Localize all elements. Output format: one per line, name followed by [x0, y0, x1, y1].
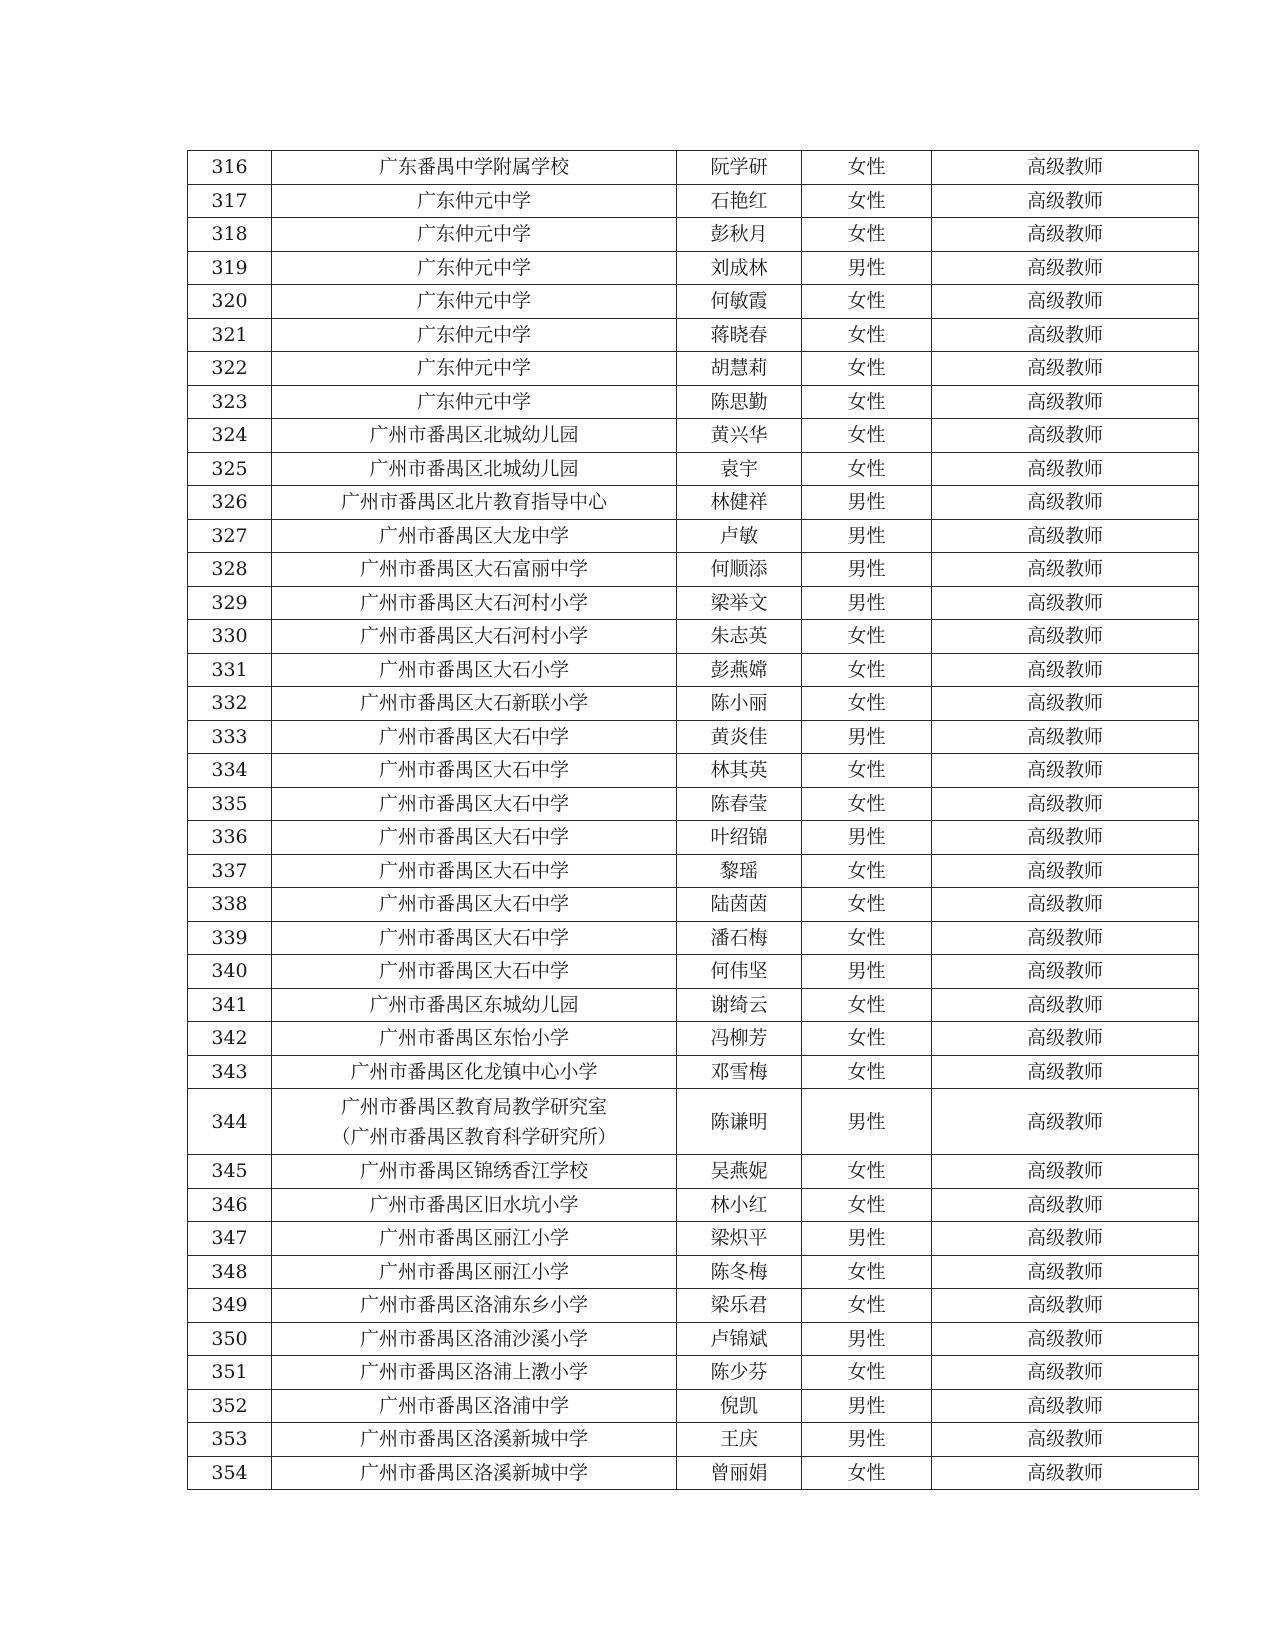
school-name-line: 广州市番禺区丽江小学 — [378, 1260, 569, 1283]
row-number-cell: 332 — [188, 687, 272, 721]
gender-cell: 女性 — [802, 318, 932, 352]
teacher-name-cell: 吴燕妮 — [677, 1155, 802, 1189]
title-cell: 高级教师 — [932, 754, 1199, 788]
gender-cell: 男性 — [802, 955, 932, 989]
title-cell: 高级教师 — [932, 1322, 1199, 1356]
title-cell: 高级教师 — [932, 184, 1199, 218]
title-cell: 高级教师 — [932, 720, 1199, 754]
row-number-cell: 342 — [188, 1022, 272, 1056]
school-name-line: 广州市番禺区丽江小学 — [378, 1227, 569, 1250]
school-cell — [272, 988, 677, 1022]
table-row — [188, 687, 1199, 721]
teacher-name-cell: 黎瑶 — [677, 854, 802, 888]
teacher-name-cell: 邓雪梅 — [677, 1055, 802, 1089]
school-name-line: 广州市番禺区大石中学 — [378, 960, 569, 983]
table-row — [188, 1089, 1199, 1155]
title-cell: 高级教师 — [932, 586, 1199, 620]
teacher-name-cell: 胡慧莉 — [677, 352, 802, 386]
title-cell: 高级教师 — [932, 218, 1199, 252]
gender-cell: 女性 — [802, 452, 932, 486]
school-cell — [272, 1155, 677, 1189]
school-name-line: 广州市番禺区洛浦沙溪小学 — [359, 1327, 588, 1350]
table-row — [188, 1188, 1199, 1222]
school-cell — [272, 1322, 677, 1356]
school-cell — [272, 419, 677, 453]
title-cell: 高级教师 — [932, 653, 1199, 687]
title-cell: 高级教师 — [932, 318, 1199, 352]
gender-cell: 女性 — [802, 1022, 932, 1056]
row-number-cell: 318 — [188, 218, 272, 252]
school-name-line: 广州市番禺区大石富丽中学 — [359, 558, 588, 581]
school-cell — [272, 888, 677, 922]
school-name-line: （广州市番禺区教育科学研究所） — [331, 1125, 617, 1148]
table-row — [188, 620, 1199, 654]
table-row — [188, 1322, 1199, 1356]
school-cell — [272, 1423, 677, 1457]
row-number-cell: 327 — [188, 519, 272, 553]
gender-cell: 女性 — [802, 653, 932, 687]
teacher-name-cell: 卢锦斌 — [677, 1322, 802, 1356]
school-name-line: 广州市番禺区大石中学 — [378, 859, 569, 882]
gender-cell: 男性 — [802, 553, 932, 587]
school-cell — [272, 151, 677, 185]
title-cell: 高级教师 — [932, 1022, 1199, 1056]
school-cell — [272, 955, 677, 989]
title-cell: 高级教师 — [932, 1188, 1199, 1222]
school-name-line: 广州市番禺区北片教育指导中心 — [340, 491, 607, 514]
school-cell — [272, 486, 677, 520]
title-cell: 高级教师 — [932, 687, 1199, 721]
teacher-name-cell: 彭秋月 — [677, 218, 802, 252]
school-name-line: 广州市番禺区大石河村小学 — [359, 625, 588, 648]
table-row — [188, 720, 1199, 754]
table-row — [188, 888, 1199, 922]
gender-cell: 男性 — [802, 821, 932, 855]
gender-cell: 男性 — [802, 251, 932, 285]
title-cell: 高级教师 — [932, 452, 1199, 486]
teacher-name-cell: 梁乐君 — [677, 1289, 802, 1323]
school-name-line: 广州市番禺区大石中学 — [378, 725, 569, 748]
teacher-name-cell: 梁举文 — [677, 586, 802, 620]
title-cell: 高级教师 — [932, 1423, 1199, 1457]
title-cell: 高级教师 — [932, 1456, 1199, 1490]
school-name-line: 广州市番禺区大石小学 — [378, 658, 569, 681]
school-cell — [272, 720, 677, 754]
school-name-line: 广东仲元中学 — [416, 357, 531, 380]
teacher-name-cell: 谢绮云 — [677, 988, 802, 1022]
teacher-name-cell: 蒋晓春 — [677, 318, 802, 352]
teacher-name-cell: 倪凯 — [677, 1389, 802, 1423]
row-number-cell: 348 — [188, 1255, 272, 1289]
table-row — [188, 218, 1199, 252]
teacher-name-cell: 曾丽娟 — [677, 1456, 802, 1490]
gender-cell: 女性 — [802, 988, 932, 1022]
teacher-name-cell: 黄兴华 — [677, 419, 802, 453]
title-cell: 高级教师 — [932, 285, 1199, 319]
school-name-line: 广州市番禺区洛溪新城中学 — [359, 1428, 588, 1451]
title-cell: 高级教师 — [932, 1089, 1199, 1155]
row-number-cell: 316 — [188, 151, 272, 185]
gender-cell: 女性 — [802, 687, 932, 721]
school-cell — [272, 1022, 677, 1056]
teacher-name-cell: 陈冬梅 — [677, 1255, 802, 1289]
school-cell — [272, 1456, 677, 1490]
table-row — [188, 1289, 1199, 1323]
gender-cell: 男性 — [802, 1322, 932, 1356]
teacher-name-cell: 冯柳芳 — [677, 1022, 802, 1056]
title-cell: 高级教师 — [932, 519, 1199, 553]
title-cell: 高级教师 — [932, 821, 1199, 855]
title-cell: 高级教师 — [932, 1289, 1199, 1323]
gender-cell: 女性 — [802, 754, 932, 788]
table-row — [188, 653, 1199, 687]
gender-cell: 男性 — [802, 1089, 932, 1155]
row-number-cell: 341 — [188, 988, 272, 1022]
school-cell — [272, 653, 677, 687]
school-name-line: 广州市番禺区大石中学 — [378, 826, 569, 849]
school-name-line: 广州市番禺区大石河村小学 — [359, 591, 588, 614]
row-number-cell: 331 — [188, 653, 272, 687]
school-name-line: 广州市番禺区洛溪新城中学 — [359, 1461, 588, 1484]
teacher-name-cell: 何顺添 — [677, 553, 802, 587]
school-name-line: 广东仲元中学 — [416, 390, 531, 413]
teacher-name-cell: 林其英 — [677, 754, 802, 788]
teacher-name-cell: 林小红 — [677, 1188, 802, 1222]
row-number-cell: 333 — [188, 720, 272, 754]
row-number-cell: 345 — [188, 1155, 272, 1189]
table-row — [188, 1055, 1199, 1089]
gender-cell: 女性 — [802, 352, 932, 386]
gender-cell: 女性 — [802, 151, 932, 185]
school-cell — [272, 1389, 677, 1423]
school-name-line: 广州市番禺区旧水坑小学 — [369, 1193, 579, 1216]
title-cell: 高级教师 — [932, 1055, 1199, 1089]
gender-cell: 女性 — [802, 1356, 932, 1390]
table-row — [188, 385, 1199, 419]
title-cell: 高级教师 — [932, 251, 1199, 285]
table-row — [188, 1356, 1199, 1390]
teacher-name-cell: 王庆 — [677, 1423, 802, 1457]
gender-cell: 女性 — [802, 620, 932, 654]
table-row — [188, 921, 1199, 955]
gender-cell: 男性 — [802, 486, 932, 520]
row-number-cell: 330 — [188, 620, 272, 654]
gender-cell: 女性 — [802, 1188, 932, 1222]
row-number-cell: 326 — [188, 486, 272, 520]
row-number-cell: 347 — [188, 1222, 272, 1256]
school-cell — [272, 586, 677, 620]
row-number-cell: 340 — [188, 955, 272, 989]
school-cell — [272, 385, 677, 419]
school-cell — [272, 1222, 677, 1256]
gender-cell: 男性 — [802, 1222, 932, 1256]
gender-cell: 女性 — [802, 1456, 932, 1490]
teacher-name-cell: 袁宇 — [677, 452, 802, 486]
row-number-cell: 335 — [188, 787, 272, 821]
teacher-name-cell: 阮学研 — [677, 151, 802, 185]
school-cell — [272, 821, 677, 855]
table-row — [188, 151, 1199, 185]
teacher-name-cell: 何敏霞 — [677, 285, 802, 319]
title-cell: 高级教师 — [932, 854, 1199, 888]
gender-cell: 女性 — [802, 285, 932, 319]
title-cell: 高级教师 — [932, 955, 1199, 989]
table-row — [188, 1456, 1199, 1490]
gender-cell: 女性 — [802, 888, 932, 922]
row-number-cell: 317 — [188, 184, 272, 218]
table-row — [188, 1423, 1199, 1457]
title-cell: 高级教师 — [932, 151, 1199, 185]
school-name-line: 广州市番禺区化龙镇中心小学 — [350, 1060, 598, 1083]
table-row — [188, 1155, 1199, 1189]
title-cell: 高级教师 — [932, 486, 1199, 520]
table-row — [188, 1222, 1199, 1256]
table-row — [188, 285, 1199, 319]
teacher-name-cell: 潘石梅 — [677, 921, 802, 955]
table-row — [188, 486, 1199, 520]
row-number-cell: 336 — [188, 821, 272, 855]
row-number-cell: 350 — [188, 1322, 272, 1356]
teacher-name-cell: 彭燕嫦 — [677, 653, 802, 687]
school-name-line: 广州市番禺区大石新联小学 — [359, 692, 588, 715]
title-cell: 高级教师 — [932, 1222, 1199, 1256]
school-name-line: 广州市番禺区大石中学 — [378, 759, 569, 782]
row-number-cell: 343 — [188, 1055, 272, 1089]
table-row — [188, 184, 1199, 218]
school-cell — [272, 184, 677, 218]
roster-body — [188, 151, 1199, 1490]
table-row — [188, 251, 1199, 285]
title-cell: 高级教师 — [932, 419, 1199, 453]
school-name-line: 广州市番禺区大石中学 — [378, 893, 569, 916]
row-number-cell: 339 — [188, 921, 272, 955]
row-number-cell: 323 — [188, 385, 272, 419]
table-row — [188, 519, 1199, 553]
school-name-line: 广州市番禺区东怡小学 — [378, 1027, 569, 1050]
gender-cell: 男性 — [802, 586, 932, 620]
teacher-name-cell: 叶绍锦 — [677, 821, 802, 855]
table-row — [188, 352, 1199, 386]
school-cell — [272, 1289, 677, 1323]
school-name-line: 广州市番禺区大石中学 — [378, 792, 569, 815]
title-cell: 高级教师 — [932, 1255, 1199, 1289]
school-cell — [272, 218, 677, 252]
title-cell: 高级教师 — [932, 553, 1199, 587]
school-cell — [272, 519, 677, 553]
row-number-cell: 320 — [188, 285, 272, 319]
gender-cell: 女性 — [802, 1289, 932, 1323]
teacher-name-cell: 刘成林 — [677, 251, 802, 285]
table-row — [188, 821, 1199, 855]
title-cell: 高级教师 — [932, 1356, 1199, 1390]
school-name-line: 广州市番禺区洛浦东乡小学 — [359, 1294, 588, 1317]
title-cell: 高级教师 — [932, 787, 1199, 821]
row-number-cell: 353 — [188, 1423, 272, 1457]
school-name-line: 广州市番禺区洛浦上漖小学 — [359, 1361, 588, 1384]
teacher-name-cell: 陈谦明 — [677, 1089, 802, 1155]
table-row — [188, 754, 1199, 788]
school-cell — [272, 687, 677, 721]
gender-cell: 男性 — [802, 720, 932, 754]
gender-cell: 女性 — [802, 1155, 932, 1189]
row-number-cell: 319 — [188, 251, 272, 285]
table-row — [188, 787, 1199, 821]
gender-cell: 女性 — [802, 385, 932, 419]
teacher-name-cell: 梁炽平 — [677, 1222, 802, 1256]
title-cell: 高级教师 — [932, 1389, 1199, 1423]
school-name-line: 广州市番禺区东城幼儿园 — [369, 993, 579, 1016]
table-row — [188, 988, 1199, 1022]
gender-cell: 女性 — [802, 1055, 932, 1089]
gender-cell: 女性 — [802, 218, 932, 252]
row-number-cell: 338 — [188, 888, 272, 922]
gender-cell: 男性 — [802, 519, 932, 553]
row-number-cell: 349 — [188, 1289, 272, 1323]
row-number-cell: 354 — [188, 1456, 272, 1490]
school-cell — [272, 318, 677, 352]
school-cell — [272, 251, 677, 285]
table-row — [188, 586, 1199, 620]
row-number-cell: 328 — [188, 553, 272, 587]
school-cell — [272, 553, 677, 587]
title-cell: 高级教师 — [932, 1155, 1199, 1189]
school-name-line: 广州市番禺区洛浦中学 — [378, 1394, 569, 1417]
school-cell — [272, 285, 677, 319]
school-name-line: 广州市番禺区北城幼儿园 — [369, 457, 579, 480]
gender-cell: 男性 — [802, 1389, 932, 1423]
teacher-name-cell: 陈春莹 — [677, 787, 802, 821]
school-name-line: 广州市番禺区教育局教学研究室 — [340, 1095, 607, 1118]
teacher-name-cell: 陈少芬 — [677, 1356, 802, 1390]
teacher-name-cell: 卢敏 — [677, 519, 802, 553]
table-row — [188, 553, 1199, 587]
teacher-name-cell: 林健祥 — [677, 486, 802, 520]
table-row — [188, 1389, 1199, 1423]
row-number-cell: 351 — [188, 1356, 272, 1390]
row-number-cell: 322 — [188, 352, 272, 386]
school-cell — [272, 1055, 677, 1089]
school-cell — [272, 921, 677, 955]
school-name-line: 广东番禺中学附属学校 — [378, 156, 569, 179]
gender-cell: 女性 — [802, 854, 932, 888]
teacher-name-cell: 石艳红 — [677, 184, 802, 218]
gender-cell: 女性 — [802, 184, 932, 218]
school-name-line: 广州市番禺区锦绣香江学校 — [359, 1160, 588, 1183]
school-cell — [272, 1255, 677, 1289]
table-row — [188, 318, 1199, 352]
row-number-cell: 325 — [188, 452, 272, 486]
row-number-cell: 321 — [188, 318, 272, 352]
table-row — [188, 955, 1199, 989]
row-number-cell: 324 — [188, 419, 272, 453]
school-cell — [272, 854, 677, 888]
school-cell — [272, 452, 677, 486]
school-cell — [272, 352, 677, 386]
teacher-roster-table — [187, 150, 1199, 1490]
title-cell: 高级教师 — [932, 620, 1199, 654]
school-cell — [272, 754, 677, 788]
gender-cell: 女性 — [802, 787, 932, 821]
school-cell — [272, 1188, 677, 1222]
teacher-name-cell: 黄炎佳 — [677, 720, 802, 754]
school-name-line: 广州市番禺区大石中学 — [378, 926, 569, 949]
school-cell — [272, 620, 677, 654]
title-cell: 高级教师 — [932, 385, 1199, 419]
row-number-cell: 346 — [188, 1188, 272, 1222]
table-row — [188, 419, 1199, 453]
gender-cell: 女性 — [802, 419, 932, 453]
teacher-name-cell: 陆茵茵 — [677, 888, 802, 922]
gender-cell: 男性 — [802, 1423, 932, 1457]
school-name-line: 广东仲元中学 — [416, 323, 531, 346]
title-cell: 高级教师 — [932, 988, 1199, 1022]
row-number-cell: 344 — [188, 1089, 272, 1155]
school-name-line: 广州市番禺区北城幼儿园 — [369, 424, 579, 447]
teacher-name-cell: 何伟坚 — [677, 955, 802, 989]
title-cell: 高级教师 — [932, 888, 1199, 922]
school-name-line: 广东仲元中学 — [416, 256, 531, 279]
row-number-cell: 352 — [188, 1389, 272, 1423]
row-number-cell: 337 — [188, 854, 272, 888]
title-cell: 高级教师 — [932, 921, 1199, 955]
row-number-cell: 334 — [188, 754, 272, 788]
school-cell — [272, 1089, 677, 1155]
school-name-line: 广东仲元中学 — [416, 189, 531, 212]
table-row — [188, 1255, 1199, 1289]
table-row — [188, 1022, 1199, 1056]
gender-cell: 女性 — [802, 1255, 932, 1289]
gender-cell: 女性 — [802, 921, 932, 955]
table-row — [188, 452, 1199, 486]
row-number-cell: 329 — [188, 586, 272, 620]
school-name-line: 广东仲元中学 — [416, 223, 531, 246]
teacher-name-cell: 朱志英 — [677, 620, 802, 654]
title-cell: 高级教师 — [932, 352, 1199, 386]
school-name-line: 广东仲元中学 — [416, 290, 531, 313]
school-cell — [272, 1356, 677, 1390]
school-name-line: 广州市番禺区大龙中学 — [378, 524, 569, 547]
table-row — [188, 854, 1199, 888]
school-cell — [272, 787, 677, 821]
teacher-name-cell: 陈小丽 — [677, 687, 802, 721]
teacher-name-cell: 陈思勤 — [677, 385, 802, 419]
